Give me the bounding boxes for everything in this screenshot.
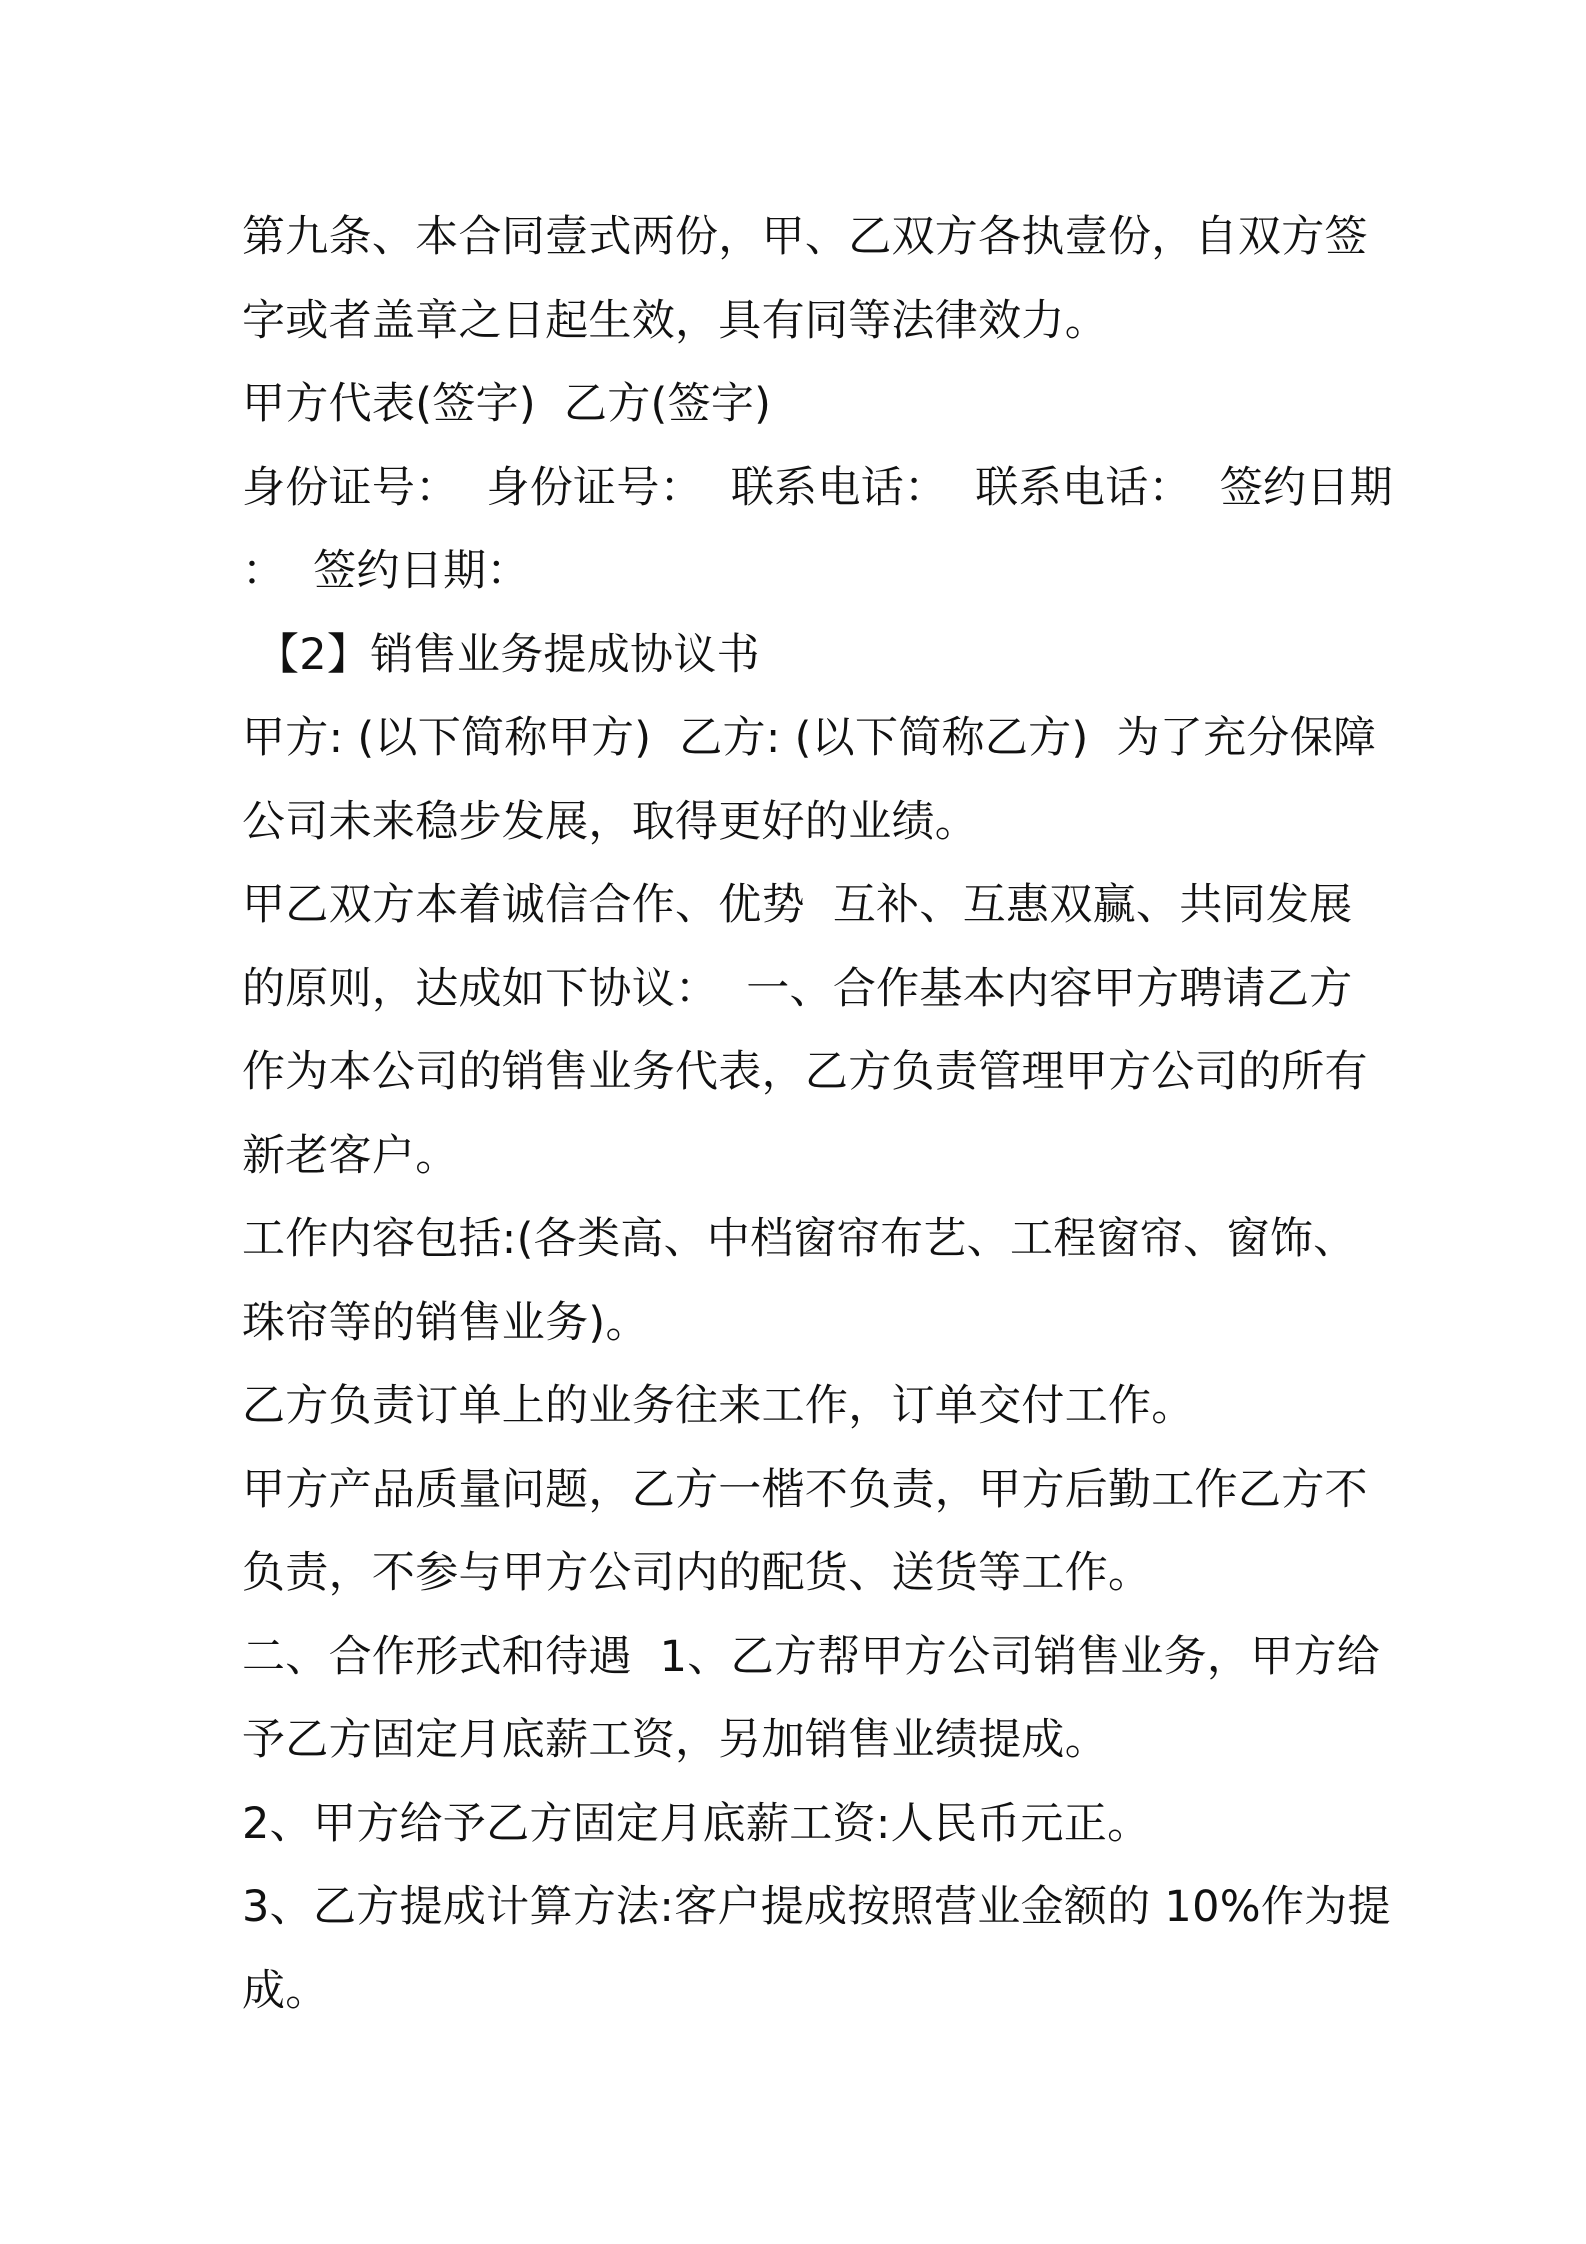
text-line: 珠帘等的销售业务)。 bbox=[242, 1297, 649, 1348]
text-line: 予乙方固定月底薪工资，另加销售业绩提成。 bbox=[242, 1715, 1108, 1765]
text-line: 乙方负责订单上的业务往来工作，订单交付工作。 bbox=[242, 1381, 1195, 1431]
text-line: 甲方: (以下简称甲方) 乙方: (以下简称乙方) 为了充分保障 bbox=[242, 713, 1377, 763]
text-line: 甲乙双方本着诚信合作、优势 互补、互惠双赢、共同发展 bbox=[242, 880, 1353, 930]
text-line: 3、乙方提成计算方法:客户提成按照营业金额的 10%作为提 bbox=[242, 1882, 1391, 1932]
text-line: 2、甲方给予乙方固定月底薪工资:人民币元正。 bbox=[242, 1798, 1151, 1849]
text-line: 身份证号： 身份证号： 联系电话： 联系电话： 签约日期 bbox=[242, 462, 1393, 513]
text-line: ： 签约日期： bbox=[242, 546, 530, 596]
text-line: 新老客户。 bbox=[242, 1130, 459, 1181]
document-body bbox=[242, 196, 1393, 2033]
text-line: 的原则，达成如下协议： 一、合作基本内容甲方聘请乙方 bbox=[242, 963, 1353, 1014]
text-line: 作为本公司的销售业务代表，乙方负责管理甲方公司的所有 bbox=[242, 1047, 1368, 1097]
text-line: 甲方代表(签字) 乙方(签字) bbox=[242, 379, 772, 429]
section-heading: 【2】销售业务提成协议书 bbox=[242, 629, 760, 680]
text-line: 工作内容包括:(各类高、中档窗帘布艺、工程窗帘、窗饰、 bbox=[242, 1214, 1357, 1264]
text-line: 二、合作形式和待遇 1、乙方帮甲方公司销售业务，甲方给 bbox=[242, 1631, 1381, 1682]
text-line: 成。 bbox=[242, 1965, 329, 2016]
text-line: 字或者盖章之日起生效，具有同等法律效力。 bbox=[242, 295, 1108, 346]
text-line: 第九条、本合同壹式两份，甲、乙双方各执壹份，自双方签 bbox=[242, 212, 1368, 262]
text-line: 负责，不参与甲方公司内的配货、送货等工作。 bbox=[242, 1548, 1152, 1598]
text-line: 公司未来稳步发展，取得更好的业绩。 bbox=[242, 796, 979, 847]
text-line: 甲方产品质量问题，乙方一楷不负责，甲方后勤工作乙方不 bbox=[242, 1464, 1368, 1515]
